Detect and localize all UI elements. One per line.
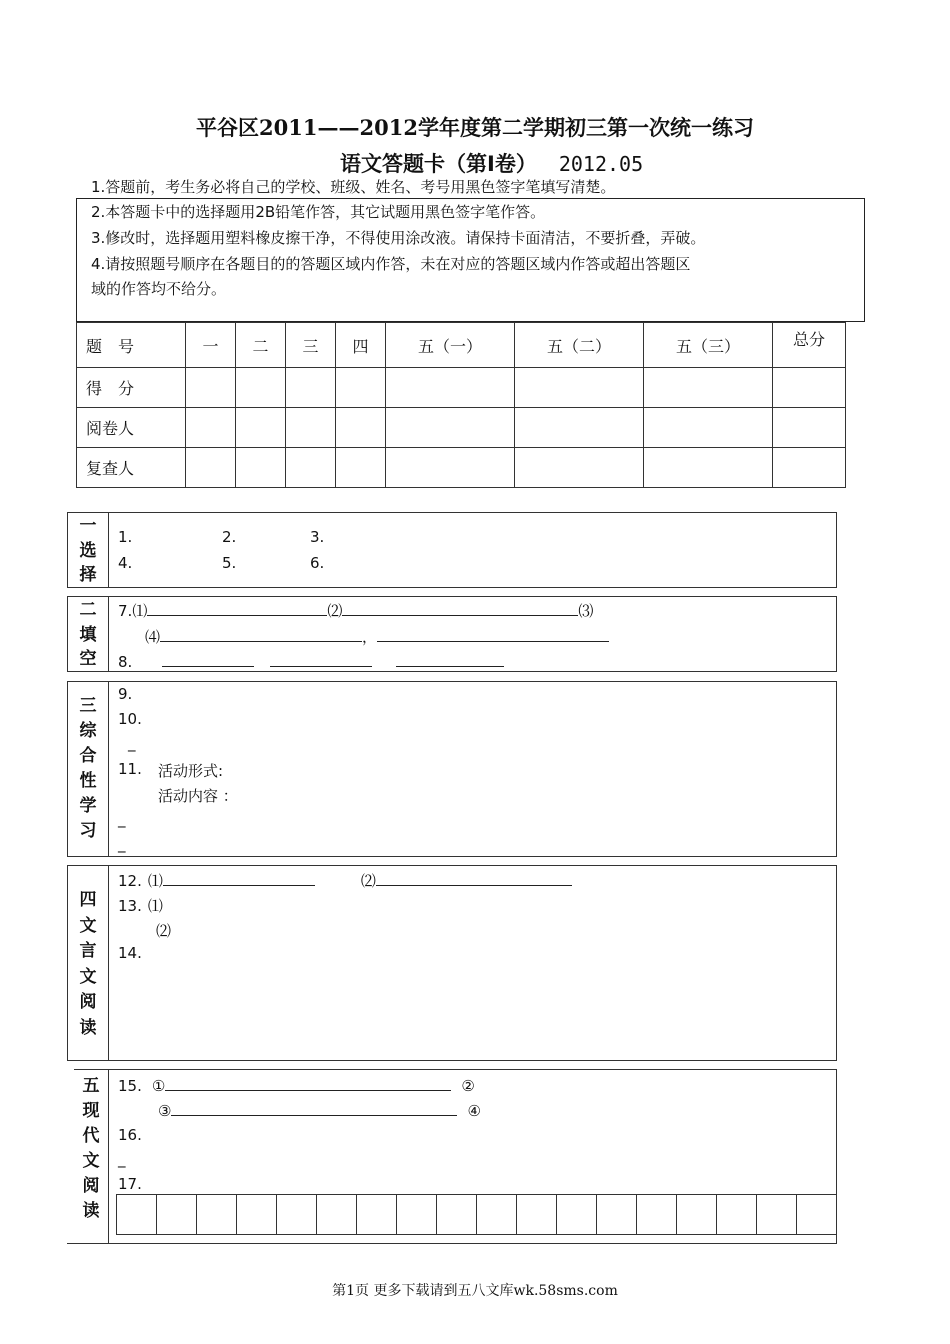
grid-cell[interactable] [276,1194,317,1235]
activity-form: 活动形式: [158,762,224,780]
grid-cell[interactable] [596,1194,637,1235]
score-cell[interactable] [236,368,286,408]
label-char: 选 [79,541,97,561]
grader-cell[interactable] [236,408,286,448]
reviewer-cell[interactable] [336,448,386,488]
q16: 16. [118,1126,142,1144]
label-char: 择 [79,565,97,585]
col-2: 二 [236,323,286,368]
q7-number: 7. [118,602,133,620]
label-char: 二 [79,600,97,620]
part-2: ⑵ [327,602,343,620]
label-char: 现 [82,1101,100,1121]
row-label-reviewer: 复查人 [77,448,186,488]
q3: 3. [310,528,325,546]
q6: 6. [310,554,325,572]
label-char: 一 [79,516,97,536]
exam-date: 2012.05 [558,152,644,176]
label-char: 代 [82,1126,100,1146]
comma: ， [362,628,378,646]
col-5-1: 五（一） [386,323,515,368]
col-1: 一 [186,323,236,368]
q1: 1. [118,528,133,546]
activity-content: 活动内容 ： [158,787,238,805]
dash: _ [128,734,136,752]
grader-cell[interactable] [336,408,386,448]
row-label-score: 得 分 [77,368,186,408]
q12-line [118,870,572,891]
q13-part2: ⑵ [156,922,172,940]
score-cell[interactable] [186,368,236,408]
answer-blank[interactable] [160,626,362,642]
grid-cell[interactable] [116,1194,157,1235]
score-cell[interactable] [386,368,515,408]
grid-cell[interactable] [676,1194,717,1235]
grader-row [77,408,846,448]
q10: 10. [118,710,142,728]
q4: 4. [118,554,133,572]
label-char: 四 [79,890,97,910]
section-choice [67,512,837,588]
grid-cell[interactable] [436,1194,477,1235]
part-1: ⑴ [147,897,163,915]
score-cell[interactable] [515,368,644,408]
label-char: 读 [82,1201,100,1221]
label-char: 填 [79,625,97,645]
q11: 11. [118,760,142,778]
grid-cell[interactable] [796,1194,837,1235]
section-classical [67,865,837,1061]
q13-number: 13. [118,897,142,915]
header-label: 题 号 [77,323,186,368]
score-header-row [77,323,846,368]
reviewer-cell[interactable] [286,448,336,488]
essay-grid[interactable] [117,1194,837,1235]
circle-4: ④ [467,1102,481,1120]
row-label-grader: 阅卷人 [77,408,186,448]
grid-cell[interactable] [636,1194,677,1235]
q14: 14. [118,944,142,962]
col-5-3: 五（三） [644,323,773,368]
answer-blank[interactable] [342,600,578,616]
label-char: 学 [79,796,97,816]
dash: _ [118,1150,126,1168]
grader-cell[interactable] [186,408,236,448]
grid-cell[interactable] [316,1194,357,1235]
q8-number: 8. [118,653,133,671]
dash: _ [118,835,126,853]
circle-2: ② [461,1077,475,1095]
q17: 17. [118,1175,142,1193]
score-table [76,322,846,488]
col-4: 四 [336,323,386,368]
col-5-2: 五（二） [515,323,644,368]
q13-line [118,895,163,916]
section-side [68,866,109,1060]
circle-3: ③ [158,1102,172,1120]
reviewer-cell[interactable] [773,448,846,488]
score-cell[interactable] [644,368,773,408]
section-side [68,682,109,856]
circle-1: ① [151,1077,166,1095]
grader-cell[interactable] [515,408,644,448]
label-char: 综 [79,721,97,741]
grid-cell[interactable] [756,1194,797,1235]
grader-cell[interactable] [386,408,515,448]
grid-cell[interactable] [716,1194,757,1235]
part-1: ⑴ [147,872,163,890]
label-char: 阅 [79,992,97,1012]
label-char: 读 [79,1018,97,1038]
subtitle-text: 语文答题卡（第Ⅰ卷） [340,152,537,176]
answer-blank[interactable] [270,651,372,667]
q12-number: 12. [118,872,142,890]
reviewer-cell[interactable] [186,448,236,488]
q2: 2. [222,528,237,546]
dash: _ [118,810,126,828]
grader-cell[interactable] [644,408,773,448]
label-char: 习 [79,821,97,841]
part-2: ⑵ [360,872,376,890]
label-char: 三 [79,696,97,716]
reviewer-row [77,448,846,488]
instruction-5: 域的作答均不给分。 [91,280,227,298]
grid-cell[interactable] [396,1194,437,1235]
reviewer-cell[interactable] [236,448,286,488]
score-cell[interactable] [286,368,336,408]
q5: 5. [222,554,237,572]
q15-number: 15. [118,1077,142,1095]
answer-blank[interactable] [171,1100,457,1116]
reviewer-cell[interactable] [644,448,773,488]
score-row [77,368,846,408]
answer-blank[interactable] [165,1075,451,1091]
answer-blank[interactable] [147,600,327,616]
label-char: 文 [79,916,97,936]
col-total: 总分 [773,323,846,368]
page-title: 平谷区2011——2012学年度第二学期初三第一次统一练习 [196,115,754,140]
grid-cell[interactable] [156,1194,197,1235]
answer-blank[interactable] [396,651,504,667]
answer-blank[interactable] [376,870,572,886]
label-char: 空 [79,649,97,669]
part-3: ⑶ [578,602,594,620]
col-3: 三 [286,323,336,368]
label-char: 文 [82,1151,100,1171]
grid-cell[interactable] [236,1194,277,1235]
answer-blank[interactable] [377,626,609,642]
instruction-1: 1.答题前，考生务必将自己的学校、班级、姓名、考号用黑色签字笔填写清楚。 [91,178,616,196]
label-char: 文 [79,967,97,987]
label-char: 言 [79,941,97,961]
grid-cell[interactable] [196,1194,237,1235]
grid-cell[interactable] [356,1194,397,1235]
section-side [74,1070,109,1243]
q8-line [118,651,504,671]
instruction-2: 2.本答题卡中的选择题用2B铅笔作答，其它试题用黑色签字笔作答。 [91,203,546,221]
page-footer: 第1页 更多下载请到五八文库wk.58sms.com [332,1283,618,1299]
grid-cell[interactable] [556,1194,597,1235]
q7-line [118,600,593,621]
score-cell[interactable] [773,368,846,408]
corner-rule [67,1243,77,1244]
label-char: 合 [79,746,97,766]
label-char: 五 [82,1076,100,1096]
q9: 9. [118,685,133,703]
grid-cell[interactable] [476,1194,517,1235]
instruction-4: 4.请按照题号顺序在各题目的的答题区域内作答，未在对应的答题区域内作答或超出答题区 [91,255,691,273]
grader-cell[interactable] [773,408,846,448]
reviewer-cell[interactable] [386,448,515,488]
score-cell[interactable] [336,368,386,408]
part-1: ⑴ [132,602,148,620]
q15-line [118,1075,475,1095]
label-char: 性 [79,771,97,791]
part-4: ⑷ [145,628,161,646]
section-side [68,513,109,587]
answer-blank[interactable] [163,870,315,886]
answer-blank[interactable] [162,651,254,667]
q7-line2 [145,626,609,647]
grid-cell[interactable] [516,1194,557,1235]
label-char: 阅 [82,1176,100,1196]
instruction-3: 3.修改时，选择题用塑料橡皮擦干净，不得使用涂改液。请保持卡面清洁，不要折叠，弄破。 [91,229,706,247]
reviewer-cell[interactable] [515,448,644,488]
q15-line2 [158,1100,481,1120]
section-side [68,597,109,671]
grader-cell[interactable] [286,408,336,448]
